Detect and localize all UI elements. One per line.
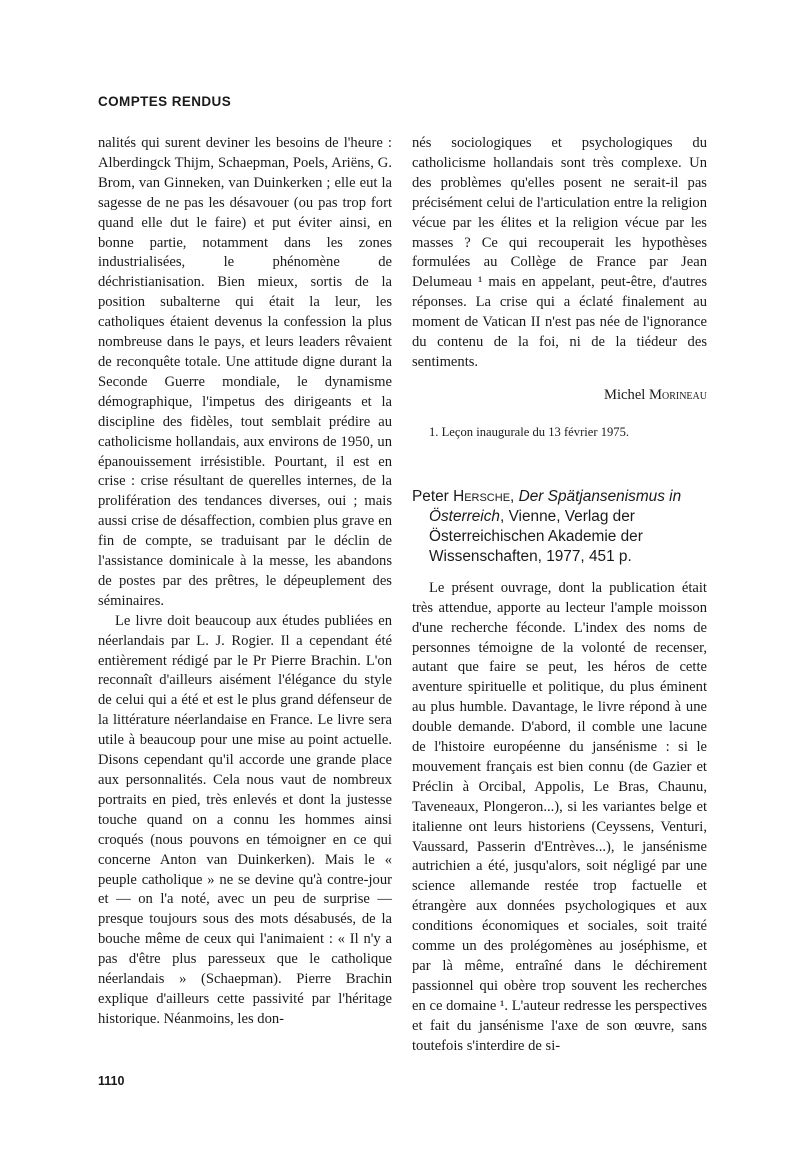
body-paragraph: nalités qui surent deviner les besoins de l'heure : Alberdingck Thijm, Schaepman, Poels, Ariëns, G. Brom, van Ginneken, van Duinkerken ; elle eut la sagesse de ne pas les désavouer (ou pas trop fort quand elle dut le faire) et put éviter ainsi, en bonne partie, notamment dans les zones industrialisées, le phénomène de déchristianisation. Bien mieux, sortis de la position subalterne qui était la leur, les catholiques étaient devenus la confession la plus nombreuse dans le pays, et leurs leaders rêvaient de reconquête totale. Une attitude digne durant la Seconde Guerre mondiale, le dynamisme démographique, l'impetus des dirigeants et la discipline des fidèles, tout semblait prédire au catholicisme hollandais, aux environs de 1950, un épanouissement irrésistible. Pourtant, il est en crise : crise résultant de querelles internes, de la prolifération des tendances diverses, oui ; mais aussi crise de désaffection, combien plus grave en fin de compte, se traduisant par le déclin de l'assistance dominicale à la messe, les abandons de postes par des prêtres, le dépeuplement des séminaires. — [98, 135, 392, 609]
body-paragraph: nés sociologiques et psychologiques du catholicisme hollandais sont très complexe. Un des problèmes qu'elles posent ne serait-il pas précisément celui de l'articulation entre la religion vécue par les élites et la religion vécue par les masses ? Ce qui recouperait les hypothèses formulées au Collège de France par Jean Delumeau ¹ mais en appelant, peut-être, d'autres réponses. La crise qui a éclaté finalement au moment de Vatican II n'est pas née de l'ignorance du contenu de la foi, ni de la tiédeur des sentiments. — [412, 135, 707, 370]
book-title: Der Spätjansenismus in Österreich — [429, 487, 682, 525]
publication-info: Vienne, Verlag der Österreichischen Akademie der Wissenschaften, 1977, 451 p. — [429, 507, 643, 565]
review-heading: Peter Hersche, Der Spätjansenismus in Österreich, Vienne, Verlag der Österreichischen Akademie der Wissenschaften, 1977, 451 p. — [412, 487, 682, 565]
running-header: COMPTES RENDUS — [98, 94, 232, 109]
signature-last-name: Morineau — [649, 386, 707, 403]
author-last-name: Hersche — [453, 487, 511, 505]
page-number: 1110 — [98, 1074, 125, 1088]
body-paragraph: Le livre doit beaucoup aux études publiées en néerlandais par L. J. Rogier. Il a cependant été entièrement rédigé par le Pr Pierre Brachin. L'on reconnaît d'ailleurs aisément l'élégance du style de celui qui a été et est le plus grand défenseur de la littérature néerlandaise en France. Le livre sera utile à beaucoup pour une mise au point actuelle. Disons cependant qu'il accorde une grande place aux personnalités. Cela nous vaut de nombreux portraits en pied, très enlevés et dont la justesse touche quand on a connu les hommes ainsi croqués (nous pouvons en témoigner en ce qui concerne Anton van Duinkerken). Mais le « peuple catholique » ne se devine qu'à contre-jour et — on l'a noté, avec un peu de surprise — presque toujours sous des mots désabusés, de la bouche même de ceux qui l'animaient : « Il n'y a pas d'être plus paresseux que le catholique néerlandais » (Schaepman). Pierre Brachin explique d'ailleurs cette passivité par l'héritage historique. Néanmoins, les don- — [98, 612, 392, 1027]
body-paragraph: Le présent ouvrage, dont la publication était très attendue, apporte au lecteur l'ample moisson d'une recherche féconde. L'index des noms de personnes témoigne de la volonté de recenser, autant que faire se peut, les héros de cette aventure spirituelle et politique, du plus éminent au plus humble. Davantage, le livre répond à une double demande. D'abord, il comble une lacune de l'histoire européenne du jansénisme : si le mouvement français est bien connu (de Gazier et Préclin à Orcibal, Appolis, Le Bras, Chaunu, Taveneaux, Plongeron...), si les variantes belge et italienne ont leurs historiens (Ceyssens, Venturi, Vaussard, Passerin d'Entrèves...), le jansénisme autrichien a été, jusqu'alors, soit négligé par une science allemande restée trop factuelle et étrangère aux données psychologiques et aux conditions économiques et sociales, soit traité comme un des prolégomènes au joséphisme, et par là même, entraîné dans le déchirement passionnel qui obère trop souvent les recherches en ce domaine ¹. L'auteur redresse les perspectives et fait du jansénisme l'axe de son œuvre, sans toutefois s'interdire de si- — [412, 579, 707, 1054]
signature-first-name: Michel — [604, 386, 646, 403]
footnote: 1. Leçon inaugurale du 13 février 1975. — [429, 424, 630, 439]
left-column — [98, 134, 392, 1030]
review-signature — [412, 386, 707, 406]
author-first-name: Peter — [412, 487, 449, 505]
right-column — [412, 134, 707, 1057]
